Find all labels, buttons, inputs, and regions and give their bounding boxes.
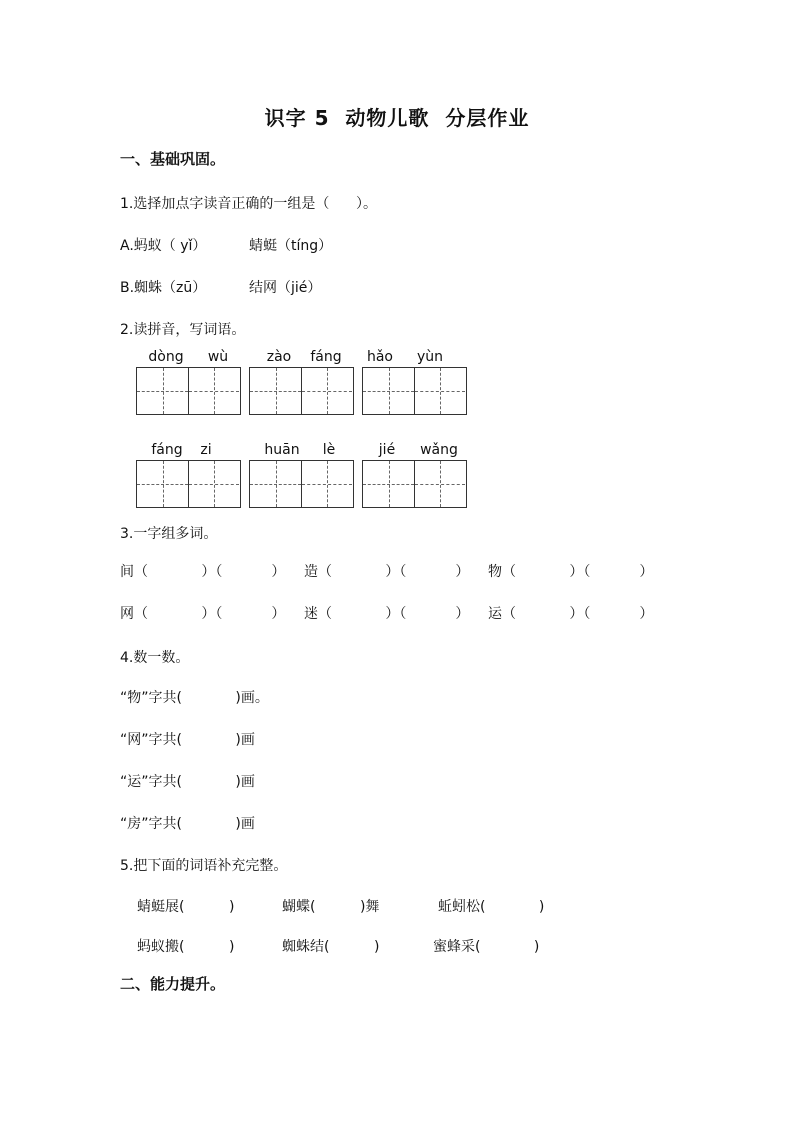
writing-cell[interactable] bbox=[301, 368, 352, 414]
word-group-item: 网（ ）（ ） bbox=[120, 606, 286, 622]
option-a-word-1: A.蚂蚁（ yǐ） bbox=[120, 238, 207, 254]
writing-cell[interactable] bbox=[363, 368, 414, 414]
question-5: 5.把下面的词语补充完整。 bbox=[120, 858, 288, 874]
writing-cell[interactable] bbox=[250, 461, 301, 507]
word-group-item: 物（ ）（ ） bbox=[488, 564, 654, 580]
pinyin-label: fáng bbox=[151, 442, 183, 458]
writing-grid[interactable] bbox=[136, 460, 241, 508]
question-4: 4.数一数。 bbox=[120, 650, 190, 666]
writing-cell[interactable] bbox=[137, 368, 188, 414]
question-1: 1.选择加点字读音正确的一组是（ ）。 bbox=[120, 196, 378, 212]
section-heading-basic: 一、基础巩固。 bbox=[120, 150, 226, 168]
word-group-item: 间（ ）（ ） bbox=[120, 564, 286, 580]
writing-cell[interactable] bbox=[250, 368, 301, 414]
writing-cell[interactable] bbox=[414, 461, 465, 507]
writing-grid[interactable] bbox=[362, 367, 467, 415]
word-group-item: 迷（ ）（ ） bbox=[304, 606, 470, 622]
pinyin-label: zào bbox=[266, 349, 292, 365]
phrase-fill-item: 蝴蝶( )舞 bbox=[282, 899, 380, 915]
pinyin-label: wù bbox=[207, 349, 229, 365]
page-title: 识字 5 动物儿歌 分层作业 bbox=[264, 106, 530, 130]
writing-grid[interactable] bbox=[249, 460, 354, 508]
stroke-count-line: “运”字共( )画 bbox=[120, 774, 255, 790]
pinyin-label: yùn bbox=[416, 349, 444, 365]
phrase-fill-item: 蜜蜂采( ) bbox=[433, 939, 540, 955]
writing-cell[interactable] bbox=[188, 368, 239, 414]
word-group-item: 运（ ）（ ） bbox=[488, 606, 654, 622]
phrase-fill-item: 蚯蚓松( ) bbox=[438, 899, 545, 915]
pinyin-label: dòng bbox=[148, 349, 184, 365]
writing-grid[interactable] bbox=[362, 460, 467, 508]
writing-cell[interactable] bbox=[137, 461, 188, 507]
phrase-fill-item: 蜘蛛结( ) bbox=[282, 939, 380, 955]
question-2: 2.读拼音，写词语。 bbox=[120, 322, 246, 338]
phrase-fill-item: 蜻蜓展( ) bbox=[137, 899, 235, 915]
option-a-word-2: 蜻蜓（tíng） bbox=[249, 238, 333, 254]
pinyin-label: jié bbox=[378, 442, 396, 458]
option-b-word-2: 结网（jié） bbox=[249, 280, 322, 296]
word-group-item: 造（ ）（ ） bbox=[304, 564, 470, 580]
stroke-count-line: “物”字共( )画。 bbox=[120, 690, 269, 706]
pinyin-label: lè bbox=[322, 442, 336, 458]
section-heading-advanced: 二、能力提升。 bbox=[120, 975, 226, 993]
question-3: 3.一字组多词。 bbox=[120, 526, 218, 542]
phrase-fill-item: 蚂蚁搬( ) bbox=[137, 939, 235, 955]
pinyin-label: wǎng bbox=[420, 442, 458, 458]
pinyin-label: hǎo bbox=[366, 349, 394, 365]
writing-grid[interactable] bbox=[249, 367, 354, 415]
writing-cell[interactable] bbox=[363, 461, 414, 507]
writing-grid[interactable] bbox=[136, 367, 241, 415]
pinyin-label: fáng bbox=[310, 349, 342, 365]
writing-cell[interactable] bbox=[301, 461, 352, 507]
pinyin-label: zi bbox=[200, 442, 212, 458]
writing-cell[interactable] bbox=[414, 368, 465, 414]
writing-cell[interactable] bbox=[188, 461, 239, 507]
stroke-count-line: “房”字共( )画 bbox=[120, 816, 255, 832]
option-b-word-1: B.蜘蛛（zū） bbox=[120, 280, 207, 296]
stroke-count-line: “网”字共( )画 bbox=[120, 732, 255, 748]
pinyin-label: huān bbox=[264, 442, 300, 458]
